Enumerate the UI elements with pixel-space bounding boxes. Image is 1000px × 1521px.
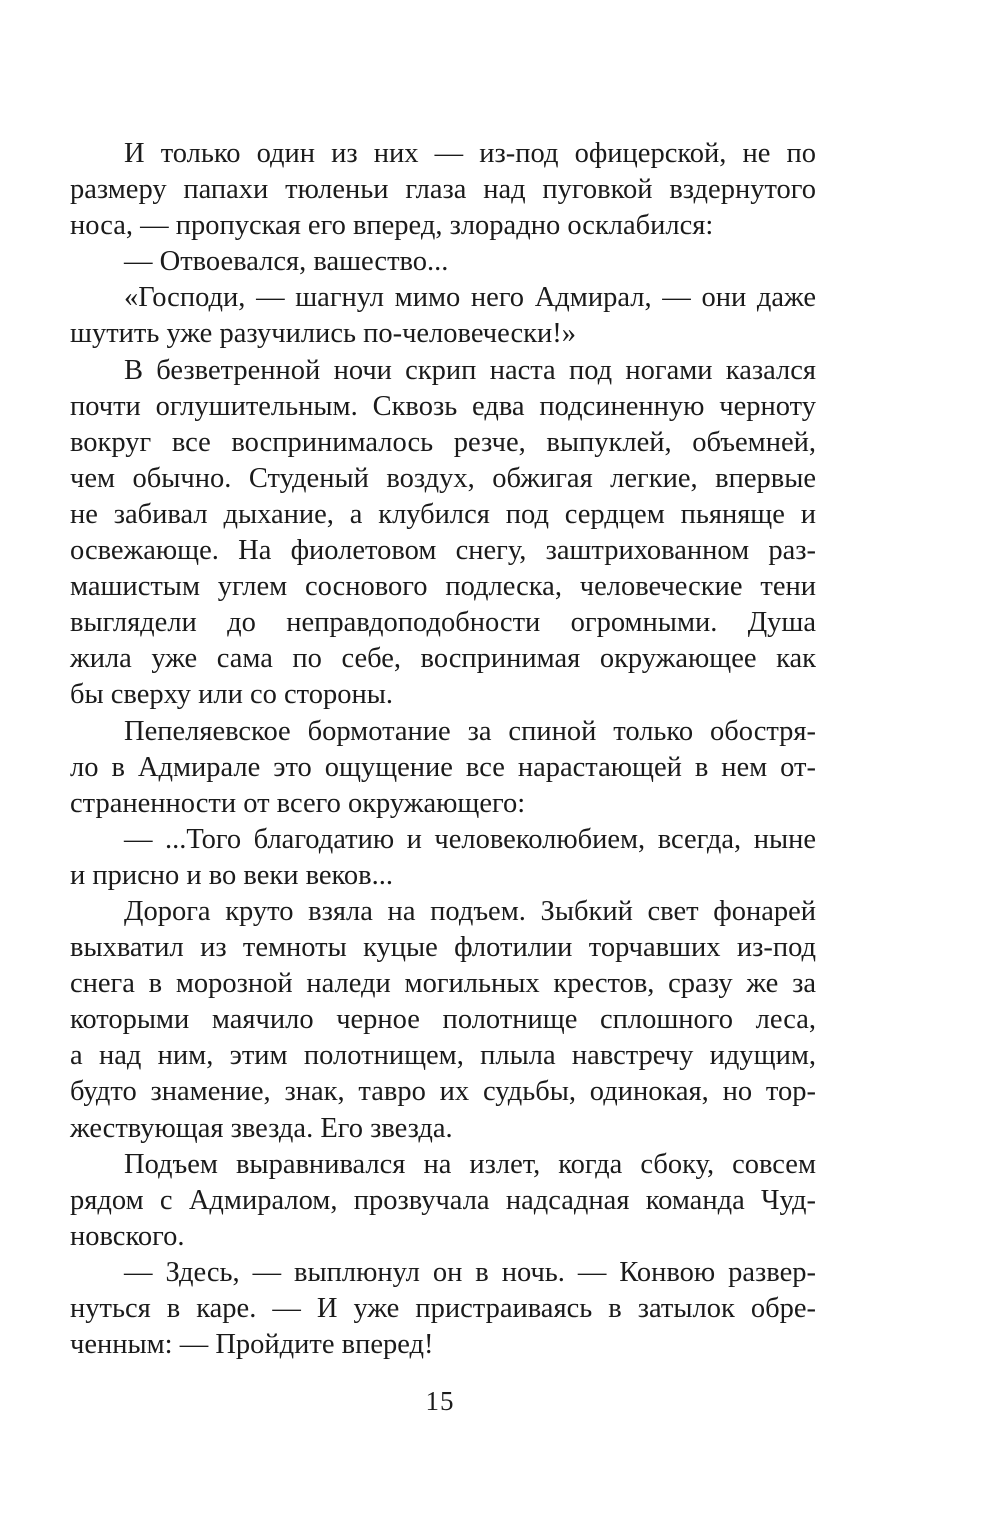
text-line: машистым углем соснового подлеска, человеческие тени [70, 571, 816, 603]
text-line: Подъем выравнивался на излет, когда сбоку, совсем [124, 1148, 816, 1180]
text-line: которыми маячило черное полотнище сплошного леса, [70, 1004, 816, 1036]
text-line: бы сверху или со стороны. [70, 679, 394, 711]
text-line: «Господи, — шагнул мимо него Адмирал, — они даже [124, 282, 816, 314]
text-line: — Отвоевался, вашество... [124, 246, 449, 278]
body-text [70, 136, 816, 1363]
text-line: — Здесь, — выплюнул он в ночь. — Конвою развер- [124, 1256, 816, 1288]
text-line: а над ним, этим полотнищем, плыла навстречу идущим, [70, 1040, 816, 1072]
text-line: жествующая звезда. Его звезда. [70, 1112, 453, 1144]
text-line: рядом с Адмиралом, прозвучала надсадная команда Чуд- [70, 1184, 816, 1216]
text-line: нуться в каре. — И уже пристраиваясь в затылок обре- [70, 1293, 816, 1324]
text-line: размеру папахи тюленьи глаза над пуговкой вздернутого [70, 174, 816, 206]
text-line: шутить уже разучились по-человечески!» [70, 318, 576, 350]
text-line: жила уже сама по себе, воспринимая окружающее как [70, 643, 816, 675]
text-line: Дорога круто взяла на подъем. Зыбкий свет фонарей [124, 895, 816, 927]
text-line: новского. [70, 1220, 185, 1252]
text-line: ло в Адмирале это ощущение все нарастающей в нем от- [70, 751, 816, 783]
text-line: и присно и во веки веков... [70, 859, 394, 891]
text-line: почти оглушительным. Сквозь едва подсиненную черноту [70, 390, 816, 422]
page-number: 15 [425, 1386, 455, 1416]
text-line: вокруг все воспринималось резче, выпуклей, объемней, [70, 426, 816, 458]
text-line: И только один из них — из-под офицерской, не по [124, 138, 816, 169]
text-line: не забивал дыхание, а клубился под сердцем пьяняще и [70, 498, 816, 530]
text-line: освежающе. На фиолетовом снегу, заштрихованном раз- [70, 535, 816, 567]
text-line: В безветренной ночи скрип наста под ногами казался [124, 354, 816, 386]
text-line: ченным: — Пройдите вперед! [70, 1329, 434, 1361]
text-line: Пепеляевское бормотание за спиной только обостря- [124, 715, 816, 747]
text-line: носа, — пропуская его вперед, злорадно осклабился: [70, 210, 714, 242]
text-line: чем обычно. Студеный воздух, обжигая легкие, впервые [70, 462, 816, 494]
text-line: — ...Того благодатию и человеколюбием, всегда, ныне [124, 823, 816, 855]
text-line: выхватил из темноты куцые флотилии торчавших из-под [70, 932, 816, 964]
text-line: снега в морозной наледи могильных крестов, сразу же за [70, 968, 816, 1000]
text-line: страненности от всего окружающего: [70, 787, 526, 819]
text-line: будто знамение, знак, тавро их судьбы, одинокая, но тор- [70, 1076, 816, 1108]
text-line: выглядели до неправдоподобности огромными. Душа [70, 607, 816, 639]
